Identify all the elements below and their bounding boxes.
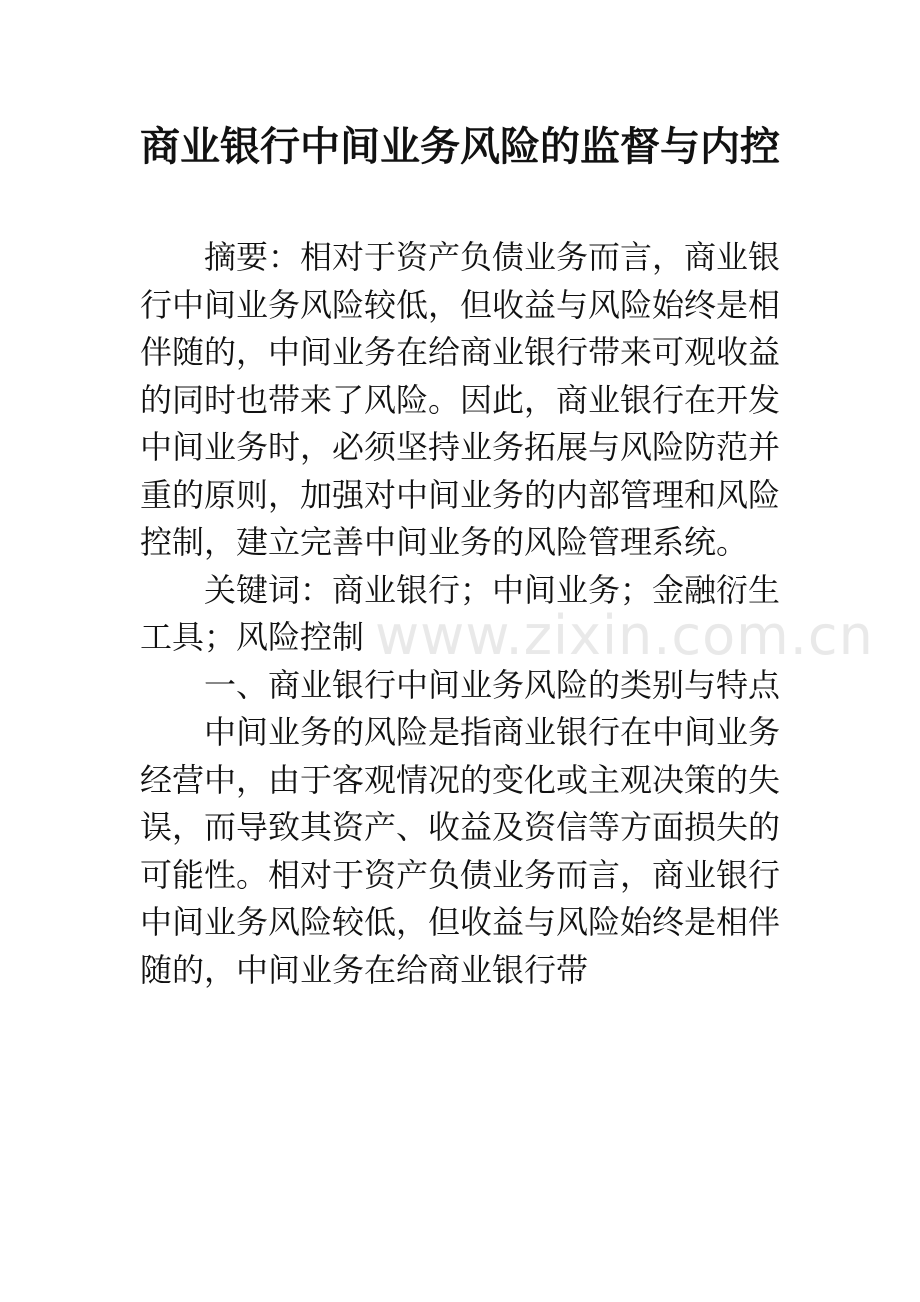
section-heading: 一、商业银行中间业务风险的类别与特点 bbox=[204, 665, 781, 704]
document-title: 商业银行中间业务风险的监督与内控 bbox=[140, 124, 780, 170]
document-body bbox=[140, 234, 780, 994]
watermark: www.zixin.com.cn bbox=[375, 604, 874, 667]
keywords-paragraph: 关键词：商业银行；中间业务；金融衍生工具；风险控制 bbox=[140, 570, 781, 656]
abstract-paragraph: 摘要：相对于资产负债业务而言，商业银行中间业务风险较低，但收益与风险始终是相伴随的，中间业务在给商业银行带来可观收益的同时也带来了风险。因此，商业银行在开发中间业务时，必须坚持业务拓展与风险防范并重的原则，加强对中间业务的内部管理和风险控制，建立完善中间业务的风险管理系统。 bbox=[140, 238, 781, 561]
body-paragraph: 中间业务的风险是指商业银行在中间业务经营中，由于客观情况的变化或主观决策的失误，而导致其资产、收益及资信等方面损失的可能性。相对于资产负债业务而言，商业银行中间业务风险较低，但收益与风险始终是相伴随的，中间业务在给商业银行带 bbox=[140, 713, 781, 989]
